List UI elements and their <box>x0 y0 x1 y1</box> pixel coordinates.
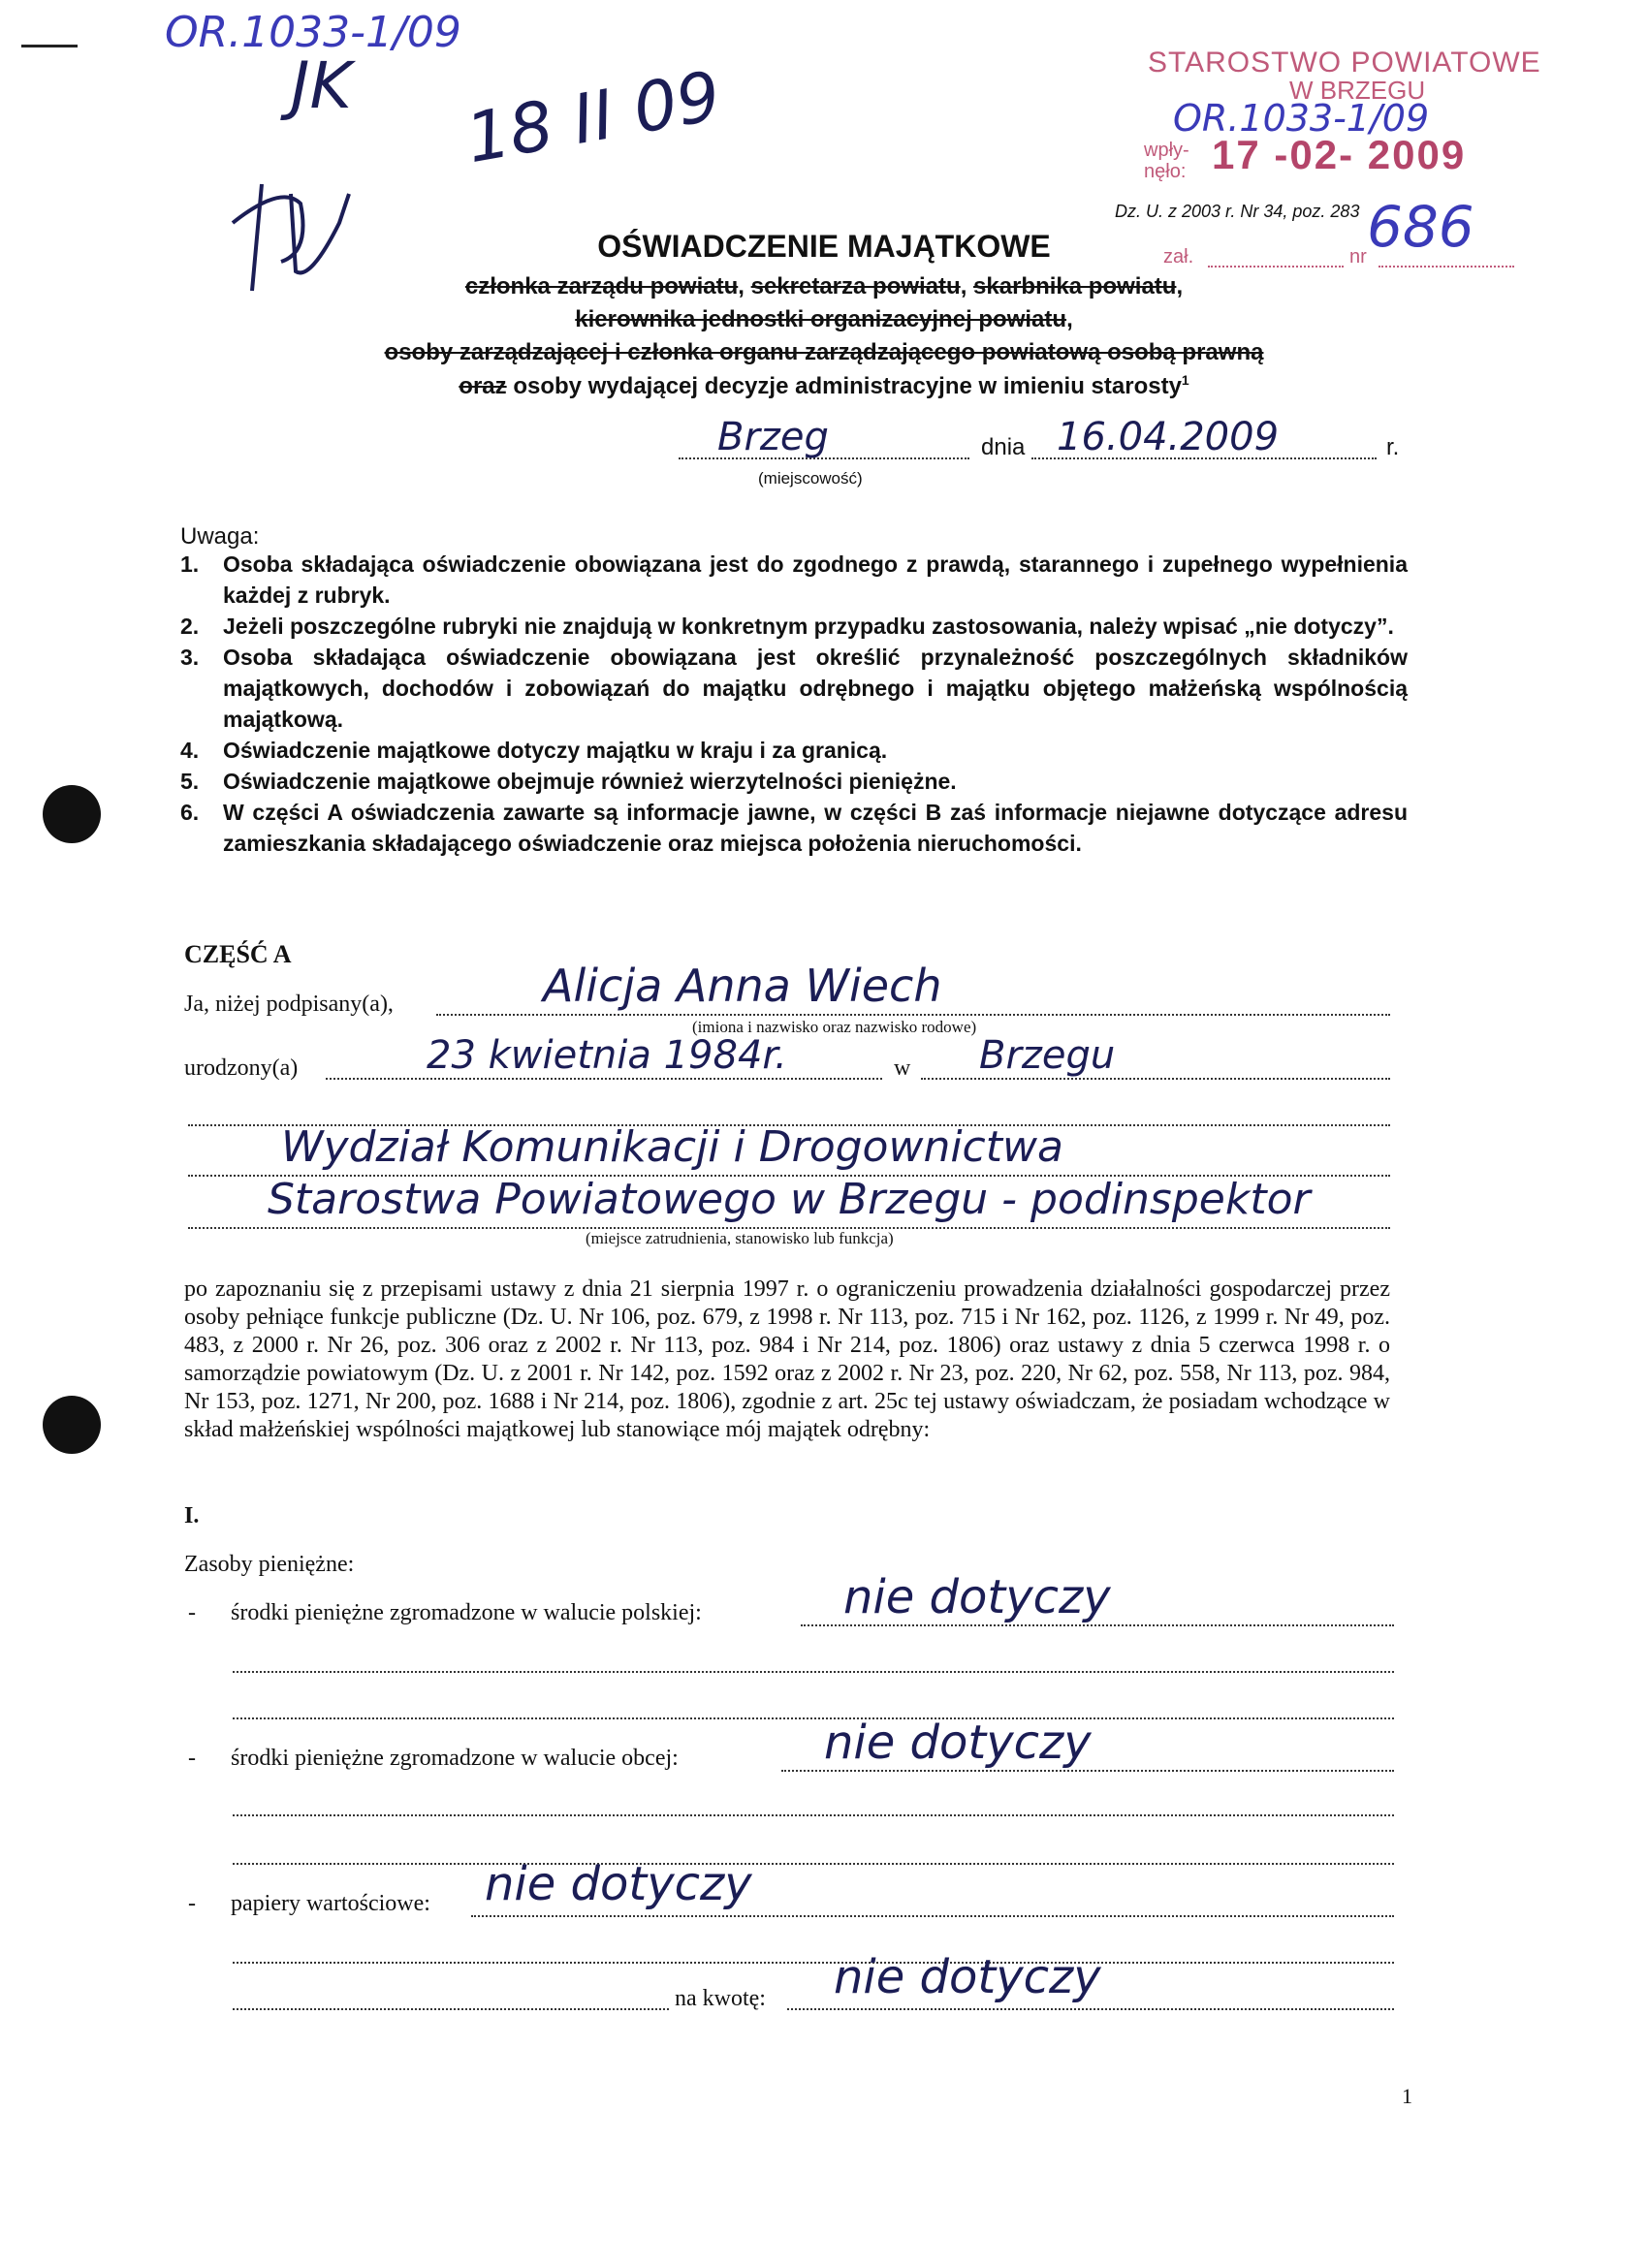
subtitle-line2: kierownika jednostki organizacyjnej powiatu, <box>575 306 1073 332</box>
handwritten-initials: JK <box>291 48 352 123</box>
handwritten-signature-date: 18 II 09 <box>460 55 727 179</box>
subtitle-line1: członka zarządu powiatu, sekretarza powiatu, skarbnika powiatu, <box>464 273 1184 299</box>
stamp-ref: OR.1033-1/09 <box>1173 97 1430 140</box>
uwaga-item: 1. Osoba składająca oświadczenie obowiązana jest do zgodnego z prawdą, starannego i zupełnego wypełnienia każdej z rubryk. <box>180 551 1408 608</box>
work-caption: (miejsce zatrudnienia, stanowisko lub funkcja) <box>586 1229 894 1247</box>
born-in-label: w <box>894 1055 911 1081</box>
strike-board-member: członka zarządu powiatu <box>464 273 739 299</box>
place-value: Brzeg <box>717 415 829 459</box>
subtitle-line4 <box>0 372 1648 400</box>
sec-value: nie dotyczy <box>485 1857 752 1911</box>
sec-label: papiery wartościowe: <box>231 1891 430 1916</box>
stamp-office-line1: STAROSTWO POWIATOWE <box>1148 47 1541 79</box>
document-title: OŚWIADCZENIE MAJĄTKOWE <box>597 229 1051 264</box>
stamp-office-line2: W BRZEGU <box>1289 76 1426 105</box>
uwaga-item: 2. Jeżeli poszczególne rubryki nie znajdują w konkretnym przypadku zastosowania, należy wpisać „nie dotyczy”. <box>180 614 1394 639</box>
work-line1-value: Wydział Komunikacji i Drogownictwa <box>281 1122 1063 1172</box>
place-caption: (miejscowość) <box>758 469 863 488</box>
fx-extra-line1 <box>233 1814 1394 1816</box>
strike-unit-head: kierownika jednostki organizacyjnej powiatu <box>575 306 1067 332</box>
footnote-mark: 1 <box>1181 372 1189 388</box>
fx-value: nie dotyczy <box>824 1716 1092 1770</box>
binder-hole-top <box>43 785 101 843</box>
subtitle-kept: osoby wydającej decyzje administracyjne w imieniu starosty <box>513 373 1182 399</box>
section-heading: Zasoby pieniężne: <box>184 1552 355 1577</box>
amount-label: na kwotę: <box>675 1986 766 2011</box>
amount-leader <box>233 2008 669 2010</box>
r-label: r. <box>1386 434 1400 460</box>
dash: - <box>188 1600 196 1625</box>
statement-text: po zapoznaniu się z przepisami ustawy z dnia 21 sierpnia 1997 r. o ograniczeniu prowadzenia działalności gospodarczej przez osoby pełniące funkcje publiczne (Dz. U. Nr 106, poz. 679, z 1998 r. Nr 113, poz. 715 i Nr 162, poz. 1126, z 1999 r. Nr 49, poz. 483, z 2000 r. Nr 26, poz. 306 oraz z 2002 r. Nr 113, poz. 984 i Nr 214, poz. 1806) oraz ustawy z dnia 5 czerwca 1998 r. o samorządzie powiatowym (Dz. U. z 2001 r. Nr 142, poz. 1592 oraz z 2002 r. Nr 23, poz. 220, Nr 62, poz. 558, Nr 113, poz. 984, Nr 153, poz. 1271, Nr 200, poz. 1688 i Nr 214, poz. 1806), zgodnie z art. 25c tej ustawy oświadczam, że posiadam wchodzące w skład małżeńskiej wspólności majątkowej lub stanowiące mój majątek odrębny: <box>184 1276 1390 1442</box>
sec-field <box>471 1915 1394 1917</box>
binder-hole-bottom <box>43 1396 101 1454</box>
sec-extra-line <box>233 1962 1394 1964</box>
ja-label: Ja, niżej podpisany(a), <box>184 992 394 1017</box>
part-a-heading: CZĘŚĆ A <box>184 940 292 968</box>
handwritten-ref: OR.1033-1/09 <box>165 8 461 57</box>
fx-field <box>781 1770 1394 1772</box>
amount-value: nie dotyczy <box>834 1950 1101 2004</box>
stamp-att-no: 686 <box>1367 194 1474 260</box>
uwaga-list <box>180 549 1408 859</box>
pln-value: nie dotyczy <box>843 1570 1111 1624</box>
margin-dash <box>21 45 78 47</box>
name-value: Alicja Anna Wiech <box>543 960 942 1012</box>
born-place-field <box>921 1078 1390 1080</box>
amount-field <box>787 2008 1394 2010</box>
strike-legal-person: osoby zarządzającej i członka organu zarządzającego powiatową osobą prawną <box>384 339 1264 365</box>
born-place-value: Brzegu <box>979 1033 1116 1078</box>
uwaga-item: 6. W części A oświadczenia zawarte są informacje jawne, w części B zaś informacje niejawne dotyczące adresu zamieszkania składającego oświadczenie oraz miejsca położenia nieruchomości. <box>180 800 1408 856</box>
dash: - <box>188 1891 196 1916</box>
stamp-att-field <box>1208 266 1344 268</box>
fx-label: środki pieniężne zgromadzone w walucie obcej: <box>231 1746 679 1771</box>
born-date-field <box>326 1078 882 1080</box>
born-date-value: 23 kwietnia 1984r. <box>427 1033 787 1078</box>
born-label: urodzony(a) <box>184 1055 299 1081</box>
stamp-att-label: zał. <box>1163 246 1194 268</box>
uwaga-heading: Uwaga: <box>180 523 260 550</box>
uwaga-item: 3. Osoba składająca oświadczenie obowiązana jest określić przynależność poszczególnych składników majątkowych, dochodów i zobowiązań do majątku odrębnego i majątku objętego małżeńską wspólnością majątkową. <box>180 645 1408 732</box>
date-value: 16.04.2009 <box>1057 415 1280 459</box>
strike-treasurer: skarbnika powiatu <box>973 273 1177 299</box>
dash: - <box>188 1746 196 1771</box>
uwaga-item: 5. Oświadczenie majątkowe obejmuje również wierzytelności pieniężne. <box>180 769 957 794</box>
stamp-received-date: 17 -02- 2009 <box>1212 132 1467 177</box>
work-line2-value: Starostwa Powiatowego w Brzegu - podinspektor <box>268 1175 1311 1224</box>
section-roman: I. <box>184 1503 200 1528</box>
legal-reference: Dz. U. z 2003 r. Nr 34, poz. 283 <box>1115 202 1360 221</box>
name-field <box>436 1014 1390 1016</box>
pln-label: środki pieniężne zgromadzone w walucie polskiej: <box>231 1600 702 1625</box>
stamp-att-no-field <box>1379 266 1514 268</box>
fx-extra-line2 <box>233 1863 1394 1865</box>
page-number: 1 <box>1402 2084 1412 2108</box>
stamp-received-label: wpły- nęło: <box>1144 140 1189 182</box>
pln-field <box>801 1624 1394 1626</box>
stamp <box>1125 39 1551 268</box>
name-caption: (imiona i nazwisko oraz nazwisko rodowe) <box>692 1018 977 1036</box>
pln-extra-line1 <box>233 1671 1394 1673</box>
stamp-att-no-label: nr <box>1349 246 1367 268</box>
subtitle-line3 <box>0 339 1648 366</box>
strike-oraz: oraz <box>459 373 507 399</box>
pln-extra-line2 <box>233 1717 1394 1719</box>
uwaga-item: 4. Oświadczenie majątkowe dotyczy majątku w kraju i za granicą. <box>180 738 888 763</box>
dnia-label: dnia <box>981 434 1026 460</box>
strike-secretary: sekretarza powiatu <box>750 273 961 299</box>
